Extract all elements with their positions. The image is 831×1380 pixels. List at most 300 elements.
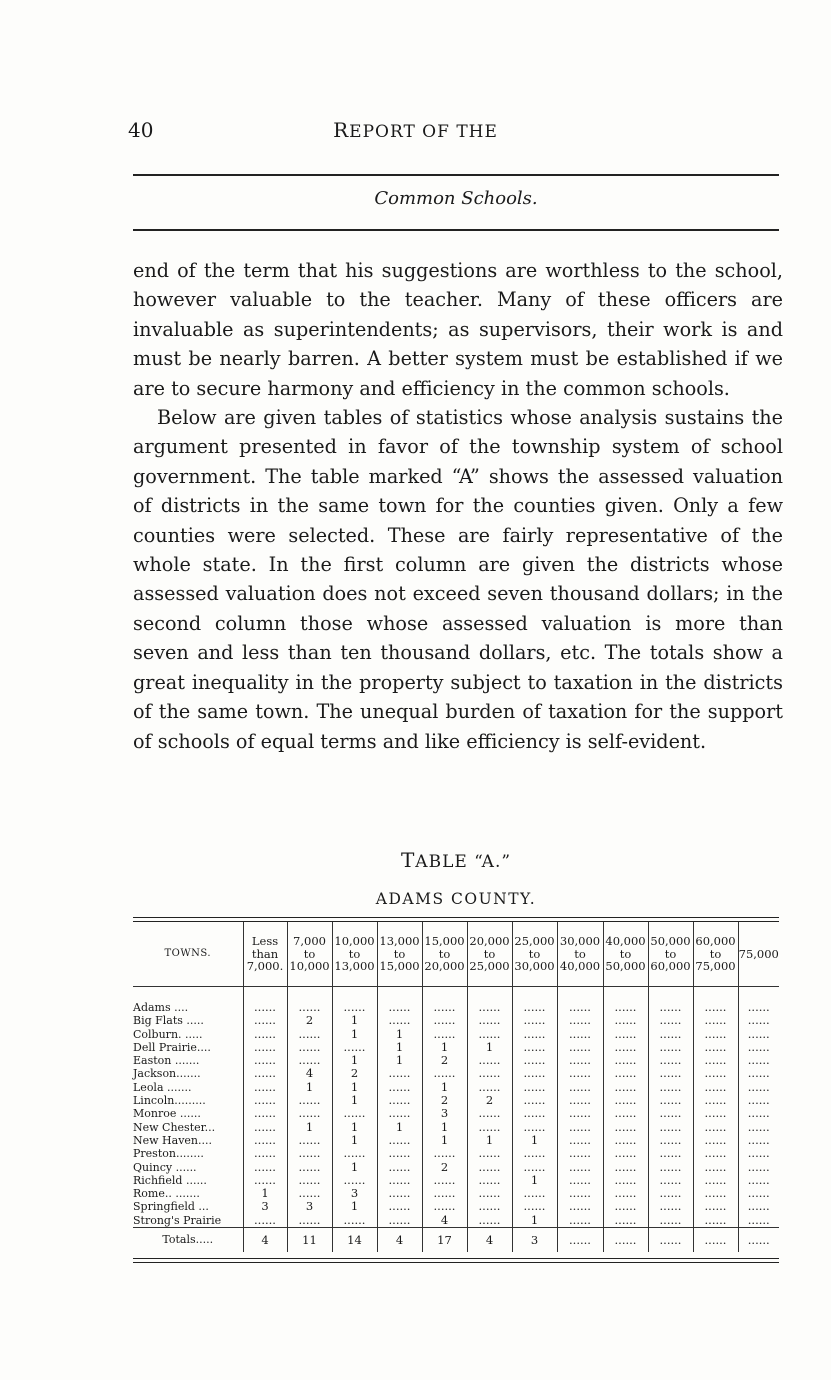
table-row: [133, 1081, 779, 1094]
value-cell: ......: [512, 1054, 557, 1067]
value-cell: ......: [467, 1147, 512, 1160]
column-header-line: 13,000: [334, 959, 375, 974]
value-cell: ......: [603, 1014, 648, 1027]
value-cell: ......: [603, 1107, 648, 1120]
value-cell: 1: [332, 1081, 377, 1094]
value-cell: ......: [377, 1067, 422, 1080]
value-cell: ......: [332, 1001, 377, 1014]
value-cell: ......: [557, 1067, 603, 1080]
value-cell: ......: [332, 1147, 377, 1160]
value-cell: ......: [648, 1214, 693, 1228]
value-cell: 3: [422, 1107, 467, 1120]
value-cell: ......: [243, 1147, 287, 1160]
value-cell: ......: [738, 1067, 779, 1080]
town-name: Easton .......: [133, 1054, 200, 1068]
column-header: [243, 922, 287, 987]
total-cell: 17: [422, 1228, 467, 1253]
table-title-initial: T: [400, 848, 416, 872]
town-name: New Haven....: [133, 1133, 212, 1147]
column-header-line: 13,000: [379, 934, 420, 949]
value-cell: ......: [467, 1107, 512, 1120]
value-cell: ......: [287, 1174, 332, 1187]
spacer-cell: [133, 987, 243, 1002]
value-cell: 1: [512, 1134, 557, 1147]
value-cell: ......: [243, 1214, 287, 1228]
total-cell: ......: [648, 1228, 693, 1253]
column-header-line: 20,000: [424, 959, 465, 974]
value-cell: ......: [693, 1014, 738, 1027]
total-cell: ......: [603, 1228, 648, 1253]
value-cell: ......: [693, 1094, 738, 1107]
value-cell: ......: [738, 1041, 779, 1054]
value-cell: ......: [467, 1001, 512, 1014]
total-cell: 11: [287, 1228, 332, 1253]
value-cell: 1: [377, 1041, 422, 1054]
value-cell: 3: [243, 1200, 287, 1213]
table-row: [133, 1028, 779, 1041]
total-cell: ......: [738, 1228, 779, 1253]
value-cell: ......: [422, 1067, 467, 1080]
total-cell: 14: [332, 1228, 377, 1253]
value-cell: ......: [377, 1161, 422, 1174]
value-cell: ......: [243, 1014, 287, 1027]
value-cell: ......: [648, 1001, 693, 1014]
spacer-cell: [422, 987, 467, 1002]
table-row: [133, 1134, 779, 1147]
value-cell: ......: [648, 1161, 693, 1174]
value-cell: ......: [693, 1134, 738, 1147]
column-header-line: to: [303, 946, 316, 961]
value-cell: ......: [603, 1214, 648, 1228]
column-header-line: to: [664, 946, 677, 961]
value-cell: ......: [603, 1081, 648, 1094]
value-cell: ......: [377, 1174, 422, 1187]
town-name: New Chester...: [133, 1120, 216, 1134]
value-cell: ......: [287, 1161, 332, 1174]
value-cell: ......: [557, 1200, 603, 1213]
value-cell: ......: [287, 1134, 332, 1147]
table-row: [133, 1054, 779, 1067]
value-cell: ......: [557, 1107, 603, 1120]
value-cell: ......: [693, 1081, 738, 1094]
value-cell: ......: [422, 1200, 467, 1213]
value-cell: ......: [377, 1200, 422, 1213]
value-cell: ......: [467, 1214, 512, 1228]
value-cell: ......: [693, 1147, 738, 1160]
value-cell: ......: [332, 1174, 377, 1187]
page-number: 40: [128, 118, 154, 142]
value-cell: ......: [738, 1134, 779, 1147]
value-cell: ......: [557, 1174, 603, 1187]
value-cell: ......: [557, 1014, 603, 1027]
section-title: Common Schools.: [374, 188, 538, 209]
spacer-row: [133, 987, 779, 1002]
table-row: [133, 1214, 779, 1228]
value-cell: ......: [738, 1028, 779, 1041]
table-row: [133, 1161, 779, 1174]
spacer-cell: [648, 987, 693, 1002]
value-cell: ......: [377, 1094, 422, 1107]
column-header-line: Less: [251, 934, 279, 949]
column-header-line: 50,000: [650, 934, 691, 949]
value-cell: ......: [557, 1147, 603, 1160]
table-row: [133, 1067, 779, 1080]
running-head-initial: R: [333, 118, 350, 142]
value-cell: 1: [332, 1054, 377, 1067]
value-cell: ......: [693, 1067, 738, 1080]
value-cell: ......: [243, 1041, 287, 1054]
table-row: [133, 1174, 779, 1187]
spacer-cell: [512, 987, 557, 1002]
running-head: [0, 118, 831, 142]
value-cell: ......: [467, 1081, 512, 1094]
towns-header: TOWNS.: [133, 922, 243, 987]
value-cell: ......: [512, 1041, 557, 1054]
value-cell: ......: [467, 1014, 512, 1027]
value-cell: ......: [738, 1001, 779, 1014]
town-name: Jackson.......: [133, 1067, 201, 1081]
value-cell: ......: [603, 1028, 648, 1041]
value-cell: ......: [377, 1107, 422, 1120]
value-cell: ......: [467, 1187, 512, 1200]
value-cell: ......: [287, 1054, 332, 1067]
value-cell: ......: [738, 1214, 779, 1228]
value-cell: 1: [467, 1134, 512, 1147]
value-cell: ......: [648, 1200, 693, 1213]
column-header-line: 50,000: [605, 959, 646, 974]
value-cell: ......: [738, 1081, 779, 1094]
town-name: Monroe ......: [133, 1107, 201, 1121]
town-name: Preston........: [133, 1147, 204, 1161]
column-header: [603, 922, 648, 987]
value-cell: ......: [467, 1121, 512, 1134]
value-cell: ......: [557, 1081, 603, 1094]
value-cell: ......: [603, 1187, 648, 1200]
value-cell: ......: [512, 1001, 557, 1014]
value-cell: ......: [603, 1121, 648, 1134]
value-cell: ......: [557, 1121, 603, 1134]
spacer-cell: [377, 987, 422, 1002]
value-cell: ......: [557, 1041, 603, 1054]
table-row: [133, 1107, 779, 1120]
value-cell: ......: [648, 1174, 693, 1187]
value-cell: 2: [467, 1094, 512, 1107]
value-cell: ......: [738, 1107, 779, 1120]
value-cell: ......: [693, 1187, 738, 1200]
column-header-line: 40,000: [605, 934, 646, 949]
value-cell: ......: [422, 1187, 467, 1200]
column-header-line: 7,000.: [246, 959, 284, 974]
column-header-line: to: [528, 946, 541, 961]
value-cell: ......: [648, 1187, 693, 1200]
column-header-line: 60,000: [695, 934, 736, 949]
value-cell: 1: [377, 1028, 422, 1041]
paragraph-2: Below are given tables of statistics whose analysis sustains the argument presented in favor of the township system of school government. The table marked “A” shows the assessed valuation of districts in the same town for the counties given. Only a few counties were selected. These are fairly representative of the whole state. In the first column are given the districts whose assessed valuation does not exceed seven thousand dollars; in the second column those whose assessed valuation is more than seven and less than ten thousand dollars, etc. The totals show a great inequality in the property subject to taxation in the districts of the same town. The unequal burden of taxation for the support of schools of equal terms and like efficiency is self-evident.: [133, 406, 783, 753]
column-header-line: 75,000: [695, 959, 736, 974]
column-header-line: 40,000: [559, 959, 601, 974]
value-cell: ......: [738, 1121, 779, 1134]
running-head-rest: EPORT OF THE: [349, 122, 498, 142]
value-cell: 2: [422, 1054, 467, 1067]
value-cell: ......: [377, 1134, 422, 1147]
value-cell: 1: [332, 1028, 377, 1041]
value-cell: ......: [557, 1001, 603, 1014]
value-cell: ......: [738, 1054, 779, 1067]
column-header-line: 20,000: [469, 934, 510, 949]
town-name: Dell Prairie....: [133, 1040, 211, 1054]
value-cell: ......: [243, 1094, 287, 1107]
value-cell: ......: [287, 1187, 332, 1200]
value-cell: ......: [287, 1214, 332, 1228]
value-cell: 3: [332, 1187, 377, 1200]
value-cell: ......: [693, 1107, 738, 1120]
value-cell: ......: [648, 1107, 693, 1120]
value-cell: ......: [738, 1187, 779, 1200]
value-cell: ......: [648, 1121, 693, 1134]
table-row: [133, 1187, 779, 1200]
column-header-line: to: [709, 946, 722, 961]
total-cell: 4: [467, 1228, 512, 1253]
value-cell: ......: [648, 1134, 693, 1147]
header-row: [133, 922, 779, 987]
value-cell: ......: [512, 1094, 557, 1107]
header-rule-top: [133, 174, 779, 176]
value-cell: ......: [603, 1174, 648, 1187]
column-header: [377, 922, 422, 987]
value-cell: ......: [287, 1041, 332, 1054]
value-cell: ......: [377, 1014, 422, 1027]
value-cell: ......: [557, 1028, 603, 1041]
value-cell: 1: [512, 1214, 557, 1228]
column-header-line: 15,000: [424, 934, 465, 949]
value-cell: ......: [243, 1081, 287, 1094]
value-cell: 2: [332, 1067, 377, 1080]
value-cell: ......: [603, 1094, 648, 1107]
value-cell: ......: [648, 1054, 693, 1067]
value-cell: ......: [738, 1161, 779, 1174]
town-name: Big Flats .....: [133, 1014, 204, 1028]
value-cell: 1: [332, 1121, 377, 1134]
value-cell: ......: [557, 1187, 603, 1200]
column-header-line: 15,000: [379, 959, 420, 974]
header-rule-bottom: [133, 229, 779, 231]
value-cell: ......: [738, 1014, 779, 1027]
value-cell: ......: [557, 1161, 603, 1174]
value-cell: ......: [648, 1147, 693, 1160]
value-cell: ......: [377, 1081, 422, 1094]
total-cell: 3: [512, 1228, 557, 1253]
column-header: [557, 922, 603, 987]
column-header-line: 60,000: [650, 959, 691, 974]
value-cell: 1: [377, 1054, 422, 1067]
value-cell: ......: [512, 1187, 557, 1200]
value-cell: ......: [422, 1174, 467, 1187]
value-cell: ......: [287, 1001, 332, 1014]
table-row: [133, 1094, 779, 1107]
value-cell: ......: [377, 1187, 422, 1200]
total-cell: ......: [557, 1228, 603, 1253]
value-cell: ......: [557, 1094, 603, 1107]
value-cell: ......: [467, 1161, 512, 1174]
value-cell: ......: [332, 1214, 377, 1228]
body-text: [133, 256, 783, 756]
column-header: [512, 922, 557, 987]
paragraph-1: end of the term that his suggestions are worthless to the school, however valuable to the teacher. Many of these officers are invaluable as superintendents; as supervisors, their work is and must be nearly barren. A better system must be established if we are to secure harmony and efficiency in the common schools.: [133, 259, 783, 400]
value-cell: ......: [557, 1054, 603, 1067]
column-header: [467, 922, 512, 987]
table-row: [133, 1041, 779, 1054]
column-header-line: 25,000: [469, 959, 510, 974]
value-cell: ......: [243, 1028, 287, 1041]
value-cell: 1: [332, 1200, 377, 1213]
value-cell: ......: [693, 1054, 738, 1067]
column-header-line: 30,000: [514, 959, 555, 974]
value-cell: 3: [287, 1200, 332, 1213]
value-cell: 1: [422, 1134, 467, 1147]
column-header: [693, 922, 738, 987]
value-cell: 1: [287, 1121, 332, 1134]
column-header-line: to: [393, 946, 406, 961]
value-cell: ......: [512, 1200, 557, 1213]
total-cell: ......: [693, 1228, 738, 1253]
value-cell: ......: [287, 1094, 332, 1107]
value-cell: 1: [422, 1081, 467, 1094]
statistics-table: [133, 917, 779, 1263]
spacer-cell: [693, 987, 738, 1002]
value-cell: 1: [332, 1094, 377, 1107]
town-name: Richfield ......: [133, 1173, 207, 1187]
table-row: [133, 1121, 779, 1134]
column-header: [332, 922, 377, 987]
spacer-cell: [603, 987, 648, 1002]
value-cell: ......: [243, 1001, 287, 1014]
column-header-line: 10,000: [334, 934, 375, 949]
value-cell: ......: [332, 1107, 377, 1120]
value-cell: ......: [693, 1200, 738, 1213]
value-cell: 1: [332, 1161, 377, 1174]
value-cell: ......: [512, 1161, 557, 1174]
column-header: [738, 922, 779, 987]
table-bottom-rule: [133, 1258, 779, 1263]
value-cell: ......: [603, 1001, 648, 1014]
value-cell: ......: [287, 1147, 332, 1160]
value-cell: 1: [332, 1134, 377, 1147]
value-cell: ......: [243, 1107, 287, 1120]
value-cell: ......: [422, 1014, 467, 1027]
value-cell: ......: [603, 1041, 648, 1054]
value-cell: ......: [693, 1028, 738, 1041]
column-header-line: 10,000: [289, 959, 330, 974]
value-cell: ......: [467, 1054, 512, 1067]
value-cell: ......: [648, 1041, 693, 1054]
total-cell: 4: [377, 1228, 422, 1253]
total-cell: 4: [243, 1228, 287, 1253]
value-cell: ......: [467, 1174, 512, 1187]
value-cell: ......: [243, 1161, 287, 1174]
column-header-line: than: [251, 946, 279, 961]
value-cell: 2: [422, 1094, 467, 1107]
value-cell: ......: [603, 1067, 648, 1080]
spacer-cell: [557, 987, 603, 1002]
value-cell: ......: [557, 1134, 603, 1147]
spacer-cell: [287, 987, 332, 1002]
spacer-cell: [738, 987, 779, 1002]
value-cell: ......: [512, 1081, 557, 1094]
value-cell: ......: [648, 1028, 693, 1041]
value-cell: 1: [287, 1081, 332, 1094]
town-name: Leola .......: [133, 1080, 192, 1094]
value-cell: ......: [693, 1214, 738, 1228]
town-name: Adams ....: [133, 1001, 189, 1014]
value-cell: ......: [467, 1067, 512, 1080]
column-header: [287, 922, 332, 987]
column-header-line: to: [574, 946, 586, 961]
column-header-line: 75,000: [738, 946, 779, 961]
value-cell: ......: [603, 1200, 648, 1213]
value-cell: ......: [377, 1001, 422, 1014]
value-cell: ......: [243, 1174, 287, 1187]
value-cell: ......: [648, 1081, 693, 1094]
column-header-line: to: [348, 946, 361, 961]
table-row: [133, 1014, 779, 1027]
value-cell: ......: [512, 1028, 557, 1041]
value-cell: 1: [467, 1041, 512, 1054]
column-header-line: 30,000: [559, 934, 601, 949]
spacer-cell: [467, 987, 512, 1002]
value-cell: ......: [467, 1028, 512, 1041]
town-name: Quincy ......: [133, 1160, 197, 1174]
value-cell: ......: [738, 1147, 779, 1160]
value-cell: ......: [377, 1214, 422, 1228]
spacer-cell: [332, 987, 377, 1002]
value-cell: ......: [287, 1028, 332, 1041]
value-cell: ......: [603, 1161, 648, 1174]
value-cell: 4: [422, 1214, 467, 1228]
value-cell: 2: [287, 1014, 332, 1027]
value-cell: ......: [693, 1121, 738, 1134]
table-row: [133, 1001, 779, 1014]
value-cell: ......: [738, 1094, 779, 1107]
totals-label: Totals.....: [133, 1228, 243, 1253]
value-cell: ......: [693, 1001, 738, 1014]
table-row: [133, 1200, 779, 1213]
value-cell: ......: [738, 1200, 779, 1213]
value-cell: ......: [422, 1147, 467, 1160]
town-name: Lincoln.........: [133, 1094, 206, 1108]
column-header: [648, 922, 693, 987]
value-cell: ......: [693, 1161, 738, 1174]
value-cell: ......: [332, 1041, 377, 1054]
valuation-table: [133, 922, 779, 1252]
table-title: [0, 848, 831, 872]
value-cell: ......: [377, 1147, 422, 1160]
spacer-cell: [243, 987, 287, 1002]
value-cell: ......: [243, 1134, 287, 1147]
table-title-rest: ABLE “A.”: [415, 852, 512, 872]
value-cell: ......: [243, 1067, 287, 1080]
table-row: [133, 1147, 779, 1160]
value-cell: ......: [422, 1001, 467, 1014]
town-name: Colburn. .....: [133, 1027, 203, 1041]
value-cell: ......: [738, 1174, 779, 1187]
value-cell: ......: [512, 1014, 557, 1027]
totals-row: [133, 1228, 779, 1253]
value-cell: ......: [557, 1214, 603, 1228]
town-name: Rome.. .......: [133, 1187, 200, 1201]
value-cell: 1: [332, 1014, 377, 1027]
value-cell: ......: [422, 1028, 467, 1041]
value-cell: ......: [693, 1174, 738, 1187]
